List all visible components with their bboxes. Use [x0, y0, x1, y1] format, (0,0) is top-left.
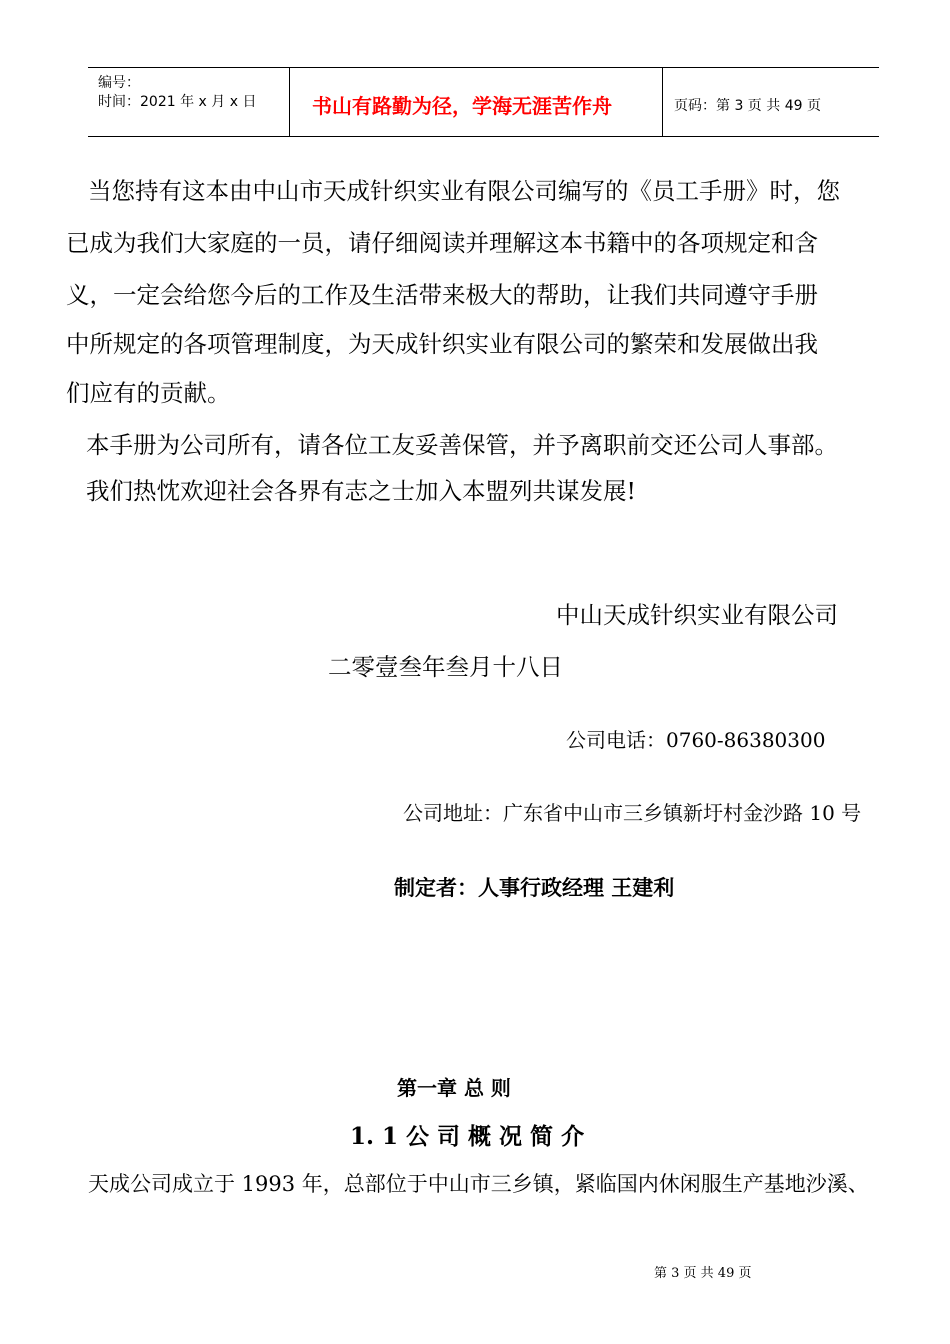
motto: 书山有路勤为径，学海无涯苦作舟	[312, 94, 612, 118]
intro-line-5: 们应有的贡献。	[66, 379, 231, 407]
sign-date: 二零壹叁年叁月十八日	[328, 653, 563, 681]
header-motto-cell	[290, 68, 663, 136]
section-title: 1. 1 公 司 概 况 简 介	[350, 1123, 585, 1150]
header-table	[88, 67, 879, 137]
company-name: 中山天成针织实业有限公司	[556, 601, 838, 629]
number-label: 编号：	[98, 75, 140, 91]
section-first-line: 天成公司成立于 1993 年，总部位于中山市三乡镇，紧临国内休闲服生产基地沙溪、	[88, 1172, 869, 1196]
time-label: 时间：2021 年 x 月 x 日	[98, 94, 257, 110]
company-address: 公司地址：广东省中山市三乡镇新圩村金沙路 10 号	[403, 801, 862, 825]
chapter-title: 第一章 总 则	[397, 1076, 511, 1100]
intro-line-3: 义，一定会给您今后的工作及生活带来极大的帮助，让我们共同遵守手册	[66, 281, 818, 309]
intro-paragraph-3: 我们热忱欢迎社会各界有志之士加入本盟列共谋发展!	[86, 477, 636, 505]
intro-line-2: 已成为我们大家庭的一员，请仔细阅读并理解这本书籍中的各项规定和含	[66, 229, 818, 257]
company-phone: 公司电话：0760-86380300	[566, 728, 826, 752]
intro-line-1: 当您持有这本由中山市天成针织实业有限公司编写的《员工手册》时，您	[88, 177, 840, 205]
page-footer: 第 3 页 共 49 页	[654, 1266, 752, 1281]
author: 制定者：人事行政经理 王建利	[394, 876, 675, 900]
page-info: 页码：第 3 页 共 49 页	[674, 98, 821, 114]
intro-line-4: 中所规定的各项管理制度，为天成针织实业有限公司的繁荣和发展做出我	[66, 330, 818, 358]
header-page-cell	[663, 68, 879, 136]
intro-paragraph-2: 本手册为公司所有，请各位工友妥善保管，并予离职前交还公司人事部。	[86, 431, 838, 459]
header-meta-cell	[88, 68, 290, 136]
